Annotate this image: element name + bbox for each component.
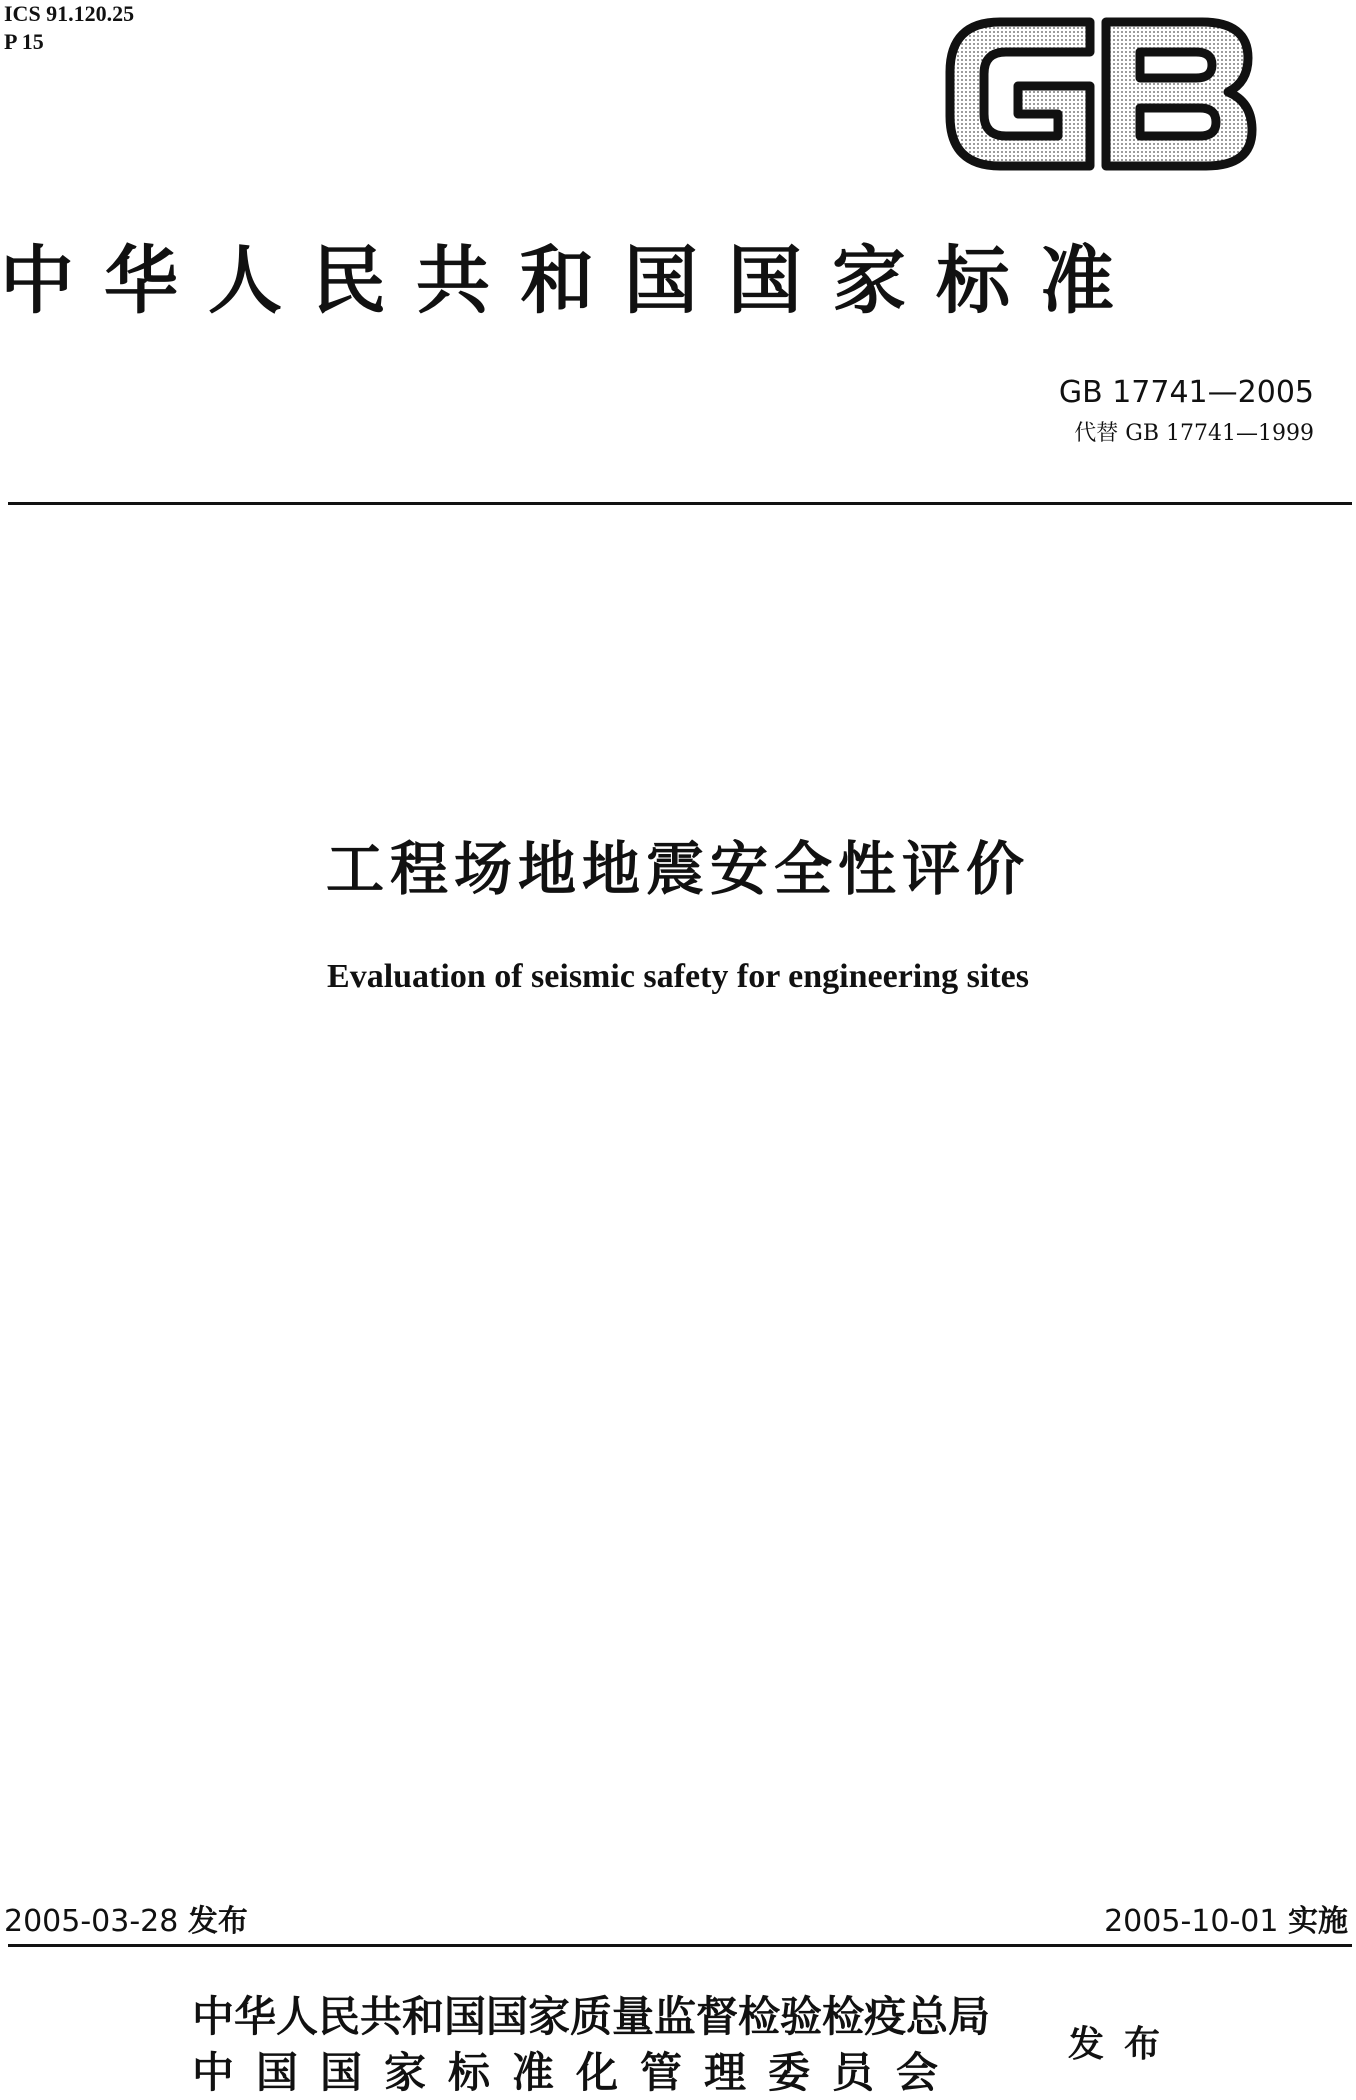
issue-date (4, 1896, 248, 1940)
gb-logo (940, 14, 1262, 174)
national-standard-heading: 中华人民共和国国家标准 (0, 238, 1144, 324)
ics-classification (4, 0, 134, 56)
bottom-divider (8, 1944, 1352, 1947)
issuing-organization-aqsiq: 中华人民共和国国家质量监督检验检疫总局 (192, 1992, 991, 2041)
document-title-en: Evaluation of seismic safety for engineering sites (327, 958, 1029, 995)
top-divider (8, 502, 1352, 505)
standard-code: GB 17741—2005 (1058, 375, 1314, 410)
effective-date-value: 2005-10-01 (1104, 1904, 1279, 1939)
effective-date (1104, 1896, 1348, 1940)
ics-code: ICS 91.120.25 (4, 1, 135, 26)
issue-date-label: 发布 (187, 1904, 248, 1939)
document-title-cn: 工程场地地震安全性评价 (325, 835, 1030, 903)
effective-date-label: 实施 (1288, 1904, 1348, 1939)
issuing-organization-sac: 中国国家标准化管理委员会 (192, 2048, 961, 2097)
issue-date-value: 2005-03-28 (4, 1904, 179, 1939)
ccs-code: P 15 (4, 29, 44, 54)
publish-label: 发布 (1068, 2024, 1181, 2065)
replaced-standard: 代替 GB 17741—1999 (1074, 421, 1314, 446)
gb-logo-graphic (940, 14, 1262, 174)
standard-number (1059, 374, 1314, 412)
